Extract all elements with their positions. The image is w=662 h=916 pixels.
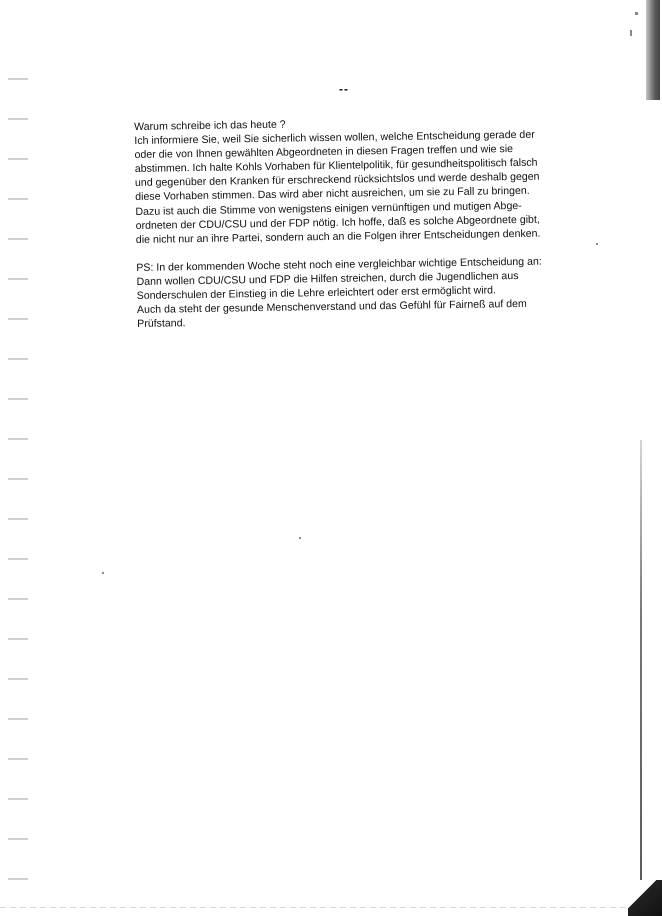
scan-speck bbox=[102, 572, 104, 574]
scan-top-right-artifact bbox=[622, 0, 662, 100]
letter-body bbox=[134, 113, 577, 331]
scan-right-edge-line bbox=[640, 440, 642, 880]
text-line: Ich informiere Sie, weil Sie sicherlich wissen wollen, welche Entscheidung gerade der bbox=[134, 128, 535, 148]
scan-speck bbox=[630, 30, 632, 36]
text-line: und gegenüber den Kranken für erschreckend rücksichtslos und werde deshalb gegen bbox=[134, 171, 540, 190]
text-line: Warum schreibe ich das heute ? bbox=[134, 118, 286, 133]
scan-bottom-edge-line bbox=[0, 907, 630, 908]
scan-edge-shadow bbox=[646, 0, 660, 100]
scan-left-margin-noise bbox=[8, 40, 28, 900]
text-line: abstimmen. Ich halte Kohls Vorhaben für Klientelpolitik, für gesundheitspolitisch falsch bbox=[134, 156, 538, 176]
postscript bbox=[136, 254, 577, 331]
text-line: diese Vorhaben stimmen. Das wird aber nicht ausreichen, um sie zu Fall zu bringen. bbox=[135, 185, 530, 204]
text-line: Auch da steht der gesunde Menschenverstand und das Gefühl für Fairneß auf dem bbox=[136, 297, 527, 317]
text-line: die nicht nur an ihre Partei, sondern auch an die Folgen ihrer Entscheidungen denken. bbox=[135, 227, 541, 246]
scan-speck bbox=[635, 12, 638, 15]
scan-speck bbox=[596, 243, 598, 245]
paragraph-main bbox=[134, 127, 576, 247]
text-line: Dazu ist auch die Stimme von wenigstens einigen vernünftigen und mutigen Abge- bbox=[135, 199, 522, 218]
text-line: Sonderschulen der Einstieg in die Lehre erleichtert oder erst ermöglicht wird. bbox=[136, 284, 497, 303]
text-line: Dann wollen CDU/CSU und FDP die Hilfen streichen, durch die Jugendlichen aus bbox=[136, 269, 519, 288]
text-line: ordneten der CDU/CSU und der FDP nötig. Ich hoffe, daß es solche Abgeordnete gibt, bbox=[135, 213, 540, 232]
text-line: PS: In der kommenden Woche steht noch eine vergleichbar wichtige Entscheidung an: bbox=[136, 255, 542, 274]
text-line: Prüfstand. bbox=[137, 317, 186, 331]
page-mark: -- bbox=[339, 82, 349, 96]
scan-bottom-right-corner bbox=[628, 880, 662, 916]
text-line: oder die von Ihnen gewählten Abgeordneten in diesen Fragen treffen und wie sie bbox=[134, 143, 514, 162]
scan-speck bbox=[299, 537, 301, 539]
